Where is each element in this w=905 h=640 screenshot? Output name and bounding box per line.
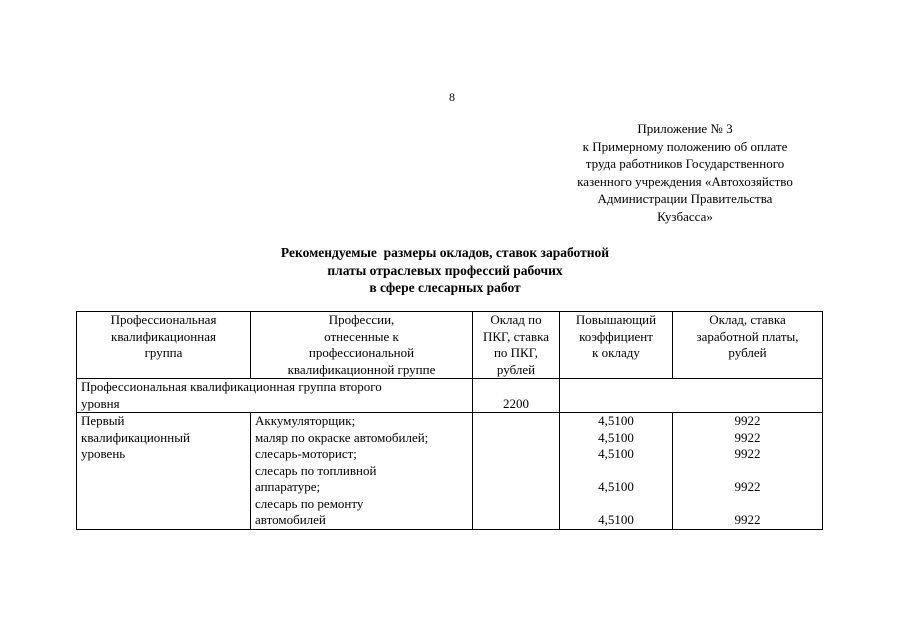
appendix-line: к Примерному положению об оплате bbox=[582, 138, 788, 154]
coefficient-value: 4,5100 bbox=[598, 446, 634, 461]
profession-item: слесарь по топливной bbox=[255, 462, 377, 478]
coefficient-value: 4,5100 bbox=[598, 512, 634, 527]
page-number: 8 bbox=[449, 90, 455, 104]
header-coefficient: Повышающий коэффициент к окладу bbox=[560, 312, 673, 379]
appendix-line: казенного учреждения «Автохозяйство bbox=[577, 173, 793, 189]
profession-item: слесарь-моторист; bbox=[255, 446, 357, 461]
appendix-line: Приложение № 3 bbox=[637, 121, 733, 136]
level-name: Первый квалификационный уровень bbox=[77, 413, 251, 530]
salary-value: 9922 bbox=[734, 413, 761, 428]
salary-table bbox=[76, 311, 823, 530]
group-empty-cell bbox=[560, 379, 823, 413]
level-coefficients bbox=[560, 413, 673, 530]
salary-value: 9922 bbox=[734, 479, 761, 494]
group-label: Профессиональная квалификационная группа второго уровня bbox=[77, 379, 473, 413]
level-professions bbox=[251, 413, 473, 530]
group-base-salary: 2200 bbox=[473, 379, 560, 413]
level-base-salary-empty bbox=[473, 413, 560, 530]
title-line: платы отраслевых профессий рабочих bbox=[327, 262, 563, 278]
profession-item: Аккумуляторщик; bbox=[255, 413, 356, 428]
appendix-line: Администрации Правительства bbox=[597, 191, 773, 206]
level-row bbox=[77, 413, 823, 530]
level-salaries bbox=[673, 413, 823, 530]
salary-value: 9922 bbox=[734, 512, 761, 527]
coefficient-value: 4,5100 bbox=[598, 479, 634, 494]
appendix-line: труда работников Государственного bbox=[585, 156, 785, 171]
profession-item: автомобилей bbox=[255, 512, 326, 527]
header-final-salary: Оклад, ставка заработной платы, рублей bbox=[673, 312, 823, 379]
profession-item: маляр по окраске автомобилей; bbox=[255, 429, 429, 445]
salary-value: 9922 bbox=[734, 429, 761, 445]
coefficient-value: 4,5100 bbox=[598, 413, 634, 428]
document-title bbox=[140, 244, 750, 297]
salary-value: 9922 bbox=[734, 446, 761, 461]
appendix-line: Кузбасса» bbox=[657, 208, 713, 224]
group-row bbox=[77, 379, 823, 413]
appendix-note bbox=[520, 120, 850, 225]
header-base-salary: Оклад по ПКГ, ставка по ПКГ, рублей bbox=[473, 312, 560, 379]
title-line: Рекомендуемые размеры окладов, ставок заработной bbox=[280, 245, 610, 260]
header-professions: Профессии, отнесенные к профессиональной квалификационной группе bbox=[251, 312, 473, 379]
table-header-row bbox=[77, 312, 823, 379]
coefficient-value: 4,5100 bbox=[598, 429, 634, 445]
profession-item: аппаратуре; bbox=[255, 479, 321, 494]
title-line: в сфере слесарных работ bbox=[369, 280, 521, 295]
profession-item: слесарь по ремонту bbox=[255, 495, 364, 511]
header-qualification-group: Профессиональная квалификационная группа bbox=[77, 312, 251, 379]
